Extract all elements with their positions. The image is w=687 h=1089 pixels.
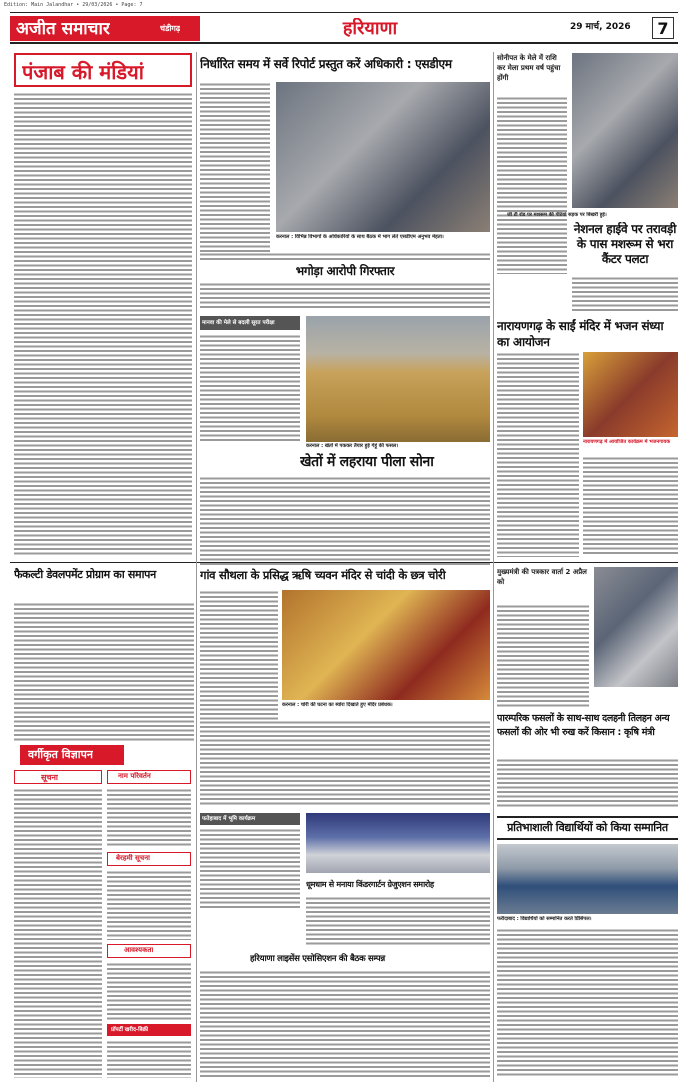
report-caption: करनाल : विभिन्न विभागों के अधिकारियों के साथ बैठक में भाग लेते एसडीएम अनुभव मेहता। [276,234,444,240]
classifieds-heading [20,745,124,765]
bhajan-caption: नारायणगढ़ में आयोजित कार्यक्रम में भजनगायक [583,439,671,445]
highway-headline: नेशनल हाईवे पर तरावड़ी के पास मशरूम से भरा कैंटर पलटा [573,222,677,266]
classifieds-berahmi-label: बेरहमी सूचना [116,854,150,862]
wheat-body [200,476,490,566]
classifieds-need-label: आवश्यकता [124,946,154,954]
kindergarten-photo [306,813,490,873]
silver-photo [282,590,490,700]
bhajan-body [497,352,579,557]
wheat-caption: करनाल : खेतों में पककर तैयार हुई गेहूं की फसल। [306,443,399,449]
bhajan-headline: नारायणगढ़ के साईं मंदिर में भजन संध्या का आयोजन [497,319,664,349]
crops-headline: पारम्परिक फसलों के साथ-साथ दलहनी तिलहन अन्य फसलों की ओर भी रुख करें किसान : कृषि मंत्री [497,713,670,738]
mandi-heading: पंजाब की मंडियां [22,60,144,84]
fold-rule [10,562,678,563]
highway-caption: जी टी रोड पर मशरूम की पेटियां सड़क पर बिखरी हुई। [507,212,607,218]
classifieds-namechange-text [107,788,191,848]
classifieds-tag-need [107,944,191,958]
classifieds-tag-notice [14,770,102,784]
arrest-headline: भगोड़ा आरोपी गिरफ्तार [295,264,395,278]
report-body-2 [200,252,490,262]
masthead [10,12,678,44]
exam2-headline: फतेहाबाद में भूमि कार्यक्रम [202,816,256,822]
arrest-body [200,282,490,310]
classifieds-tag-property [107,1024,191,1036]
crops-photo [594,567,678,687]
brand-name: अजीत समाचार [16,19,110,39]
column-divider-2 [493,52,494,1082]
wheat-photo [306,316,490,442]
bhajan-photo [583,352,678,437]
exam-headline: मानवा की मेले से बदली सूरत परीक्षा [202,320,275,326]
classifieds-need-text [107,962,191,1020]
classifieds-property-text [107,1040,191,1078]
highway-body [572,276,678,312]
page-number: 7 [652,17,674,39]
classifieds-tag-namechange [107,770,191,784]
meeting-body [200,970,490,1078]
classifieds-notice-text [14,788,102,1078]
faculty-body [14,602,194,742]
report-headline: निर्धारित समय में सर्वे रिपोर्ट प्रस्तुत करें अधिकारी : एसडीएम [200,57,452,71]
mandi-heading-box [14,53,192,87]
highway-photo [572,53,678,208]
students-body [497,928,678,1078]
cm-headline: मुख्यमंत्री की पत्रकार वार्ता 2 अप्रैल को [497,568,587,586]
faculty-headline: फैकल्टी डेवलपमेंट प्रोग्राम का समापन [14,568,156,581]
kindergarten-headline: धूमधाम से मनाया किंडरगार्टन ग्रेजुएशन समारोह [306,880,434,889]
silver-caption: करनाल : चोरी की घटना का ब्योरा दिखाते हुए मंदिर प्रबंधक। [282,702,393,708]
section-title: हरियाणा [342,18,398,39]
meta-strip: Edition: Main Jalandhar • 29/03/2026 • Page: 7 [4,2,143,8]
issue-date: 29 मार्च, 2026 [570,22,631,32]
students-photo [497,844,678,914]
classifieds-title: वर्गीकृत विज्ञापन [28,748,93,761]
exam2-body [200,828,300,908]
students-headline: प्रतिभाशाली विद्यार्थियों को किया सम्मानित [497,816,678,840]
brand-city: चंडीगढ़ [160,24,181,33]
column-divider-1 [196,52,197,1082]
cm-body [497,604,589,708]
exam-body [200,334,300,442]
heritage-body [497,96,567,274]
students-caption: फरीदाबाद : विद्यार्थियों को सम्मानित करते प्रिंसिपल। [497,916,592,922]
heritage-headline: सोनीपत के मेले में राशि कर मेला प्रथम वर्ष पहुंचा होंगी [497,54,561,82]
mandi-rates-text [14,92,192,557]
crops-body [497,758,678,808]
report-body [200,82,270,252]
classifieds-tag-berahmi [107,852,191,866]
report-photo [276,82,490,232]
silver-body-2 [200,720,490,805]
meeting-headline: हरियाणा लाइसेंस एसोसिएशन की बैठक सम्पन्न [250,954,385,964]
kindergarten-body [306,896,490,946]
classifieds-notice-label: सूचना [41,773,58,782]
silver-headline: गांव सौथला के प्रसिद्ध ऋषि च्यवन मंदिर से चांदी के छत्र चोरी [200,568,446,582]
bhajan-body-2 [583,456,678,556]
classifieds-property-label: प्रॉपर्टी खरीद-बिक्री [111,1027,149,1033]
wheat-headline: खेतों में लहराया पीला सोना [300,454,434,470]
classifieds-berahmi-text [107,870,191,940]
classifieds-namechange-label: नाम परिवर्तन [118,772,151,780]
